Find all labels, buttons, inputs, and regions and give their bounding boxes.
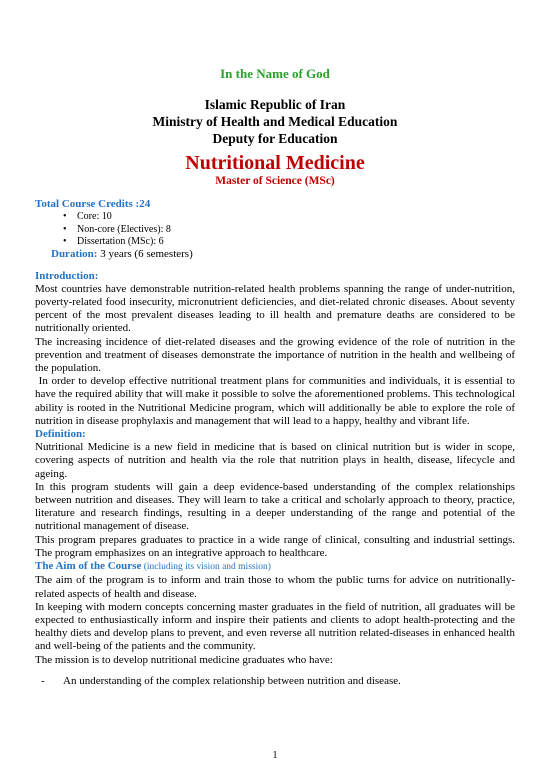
aim-paragraph-3: The mission is to develop nutritional medicine graduates who have: <box>35 653 333 666</box>
aim-paragraph-2: In keeping with modern concepts concerning master graduates in the field of nutrition, all graduates will be expected to enthusiastically inform and inspire their patients and clients to adopt health-protecting and the healthy diets and develop plans to prevent, and even reverse all nutrition related-diseases in enhanced health and well-being of the patients and the community. <box>35 600 515 653</box>
definition-paragraph-3: This program prepares graduates to practice in a wide range of clinical, consulting and industrial settings. The program emphasizes on an integrative approach to healthcare. <box>35 533 515 559</box>
document-body <box>35 198 518 688</box>
introduction-paragraph-3: In order to develop effective nutritional treatment plans for communities and individuals, it is essential to have the required ability that will make it possible to solve the aforementioned problems. This technological ability is rooted in the Nutritional Medicine program, which will additionally be able to explore the role of nutrition in disease prophylaxis and management that will lead to a happy, healthy and vibrant life. <box>35 375 518 427</box>
introduction-paragraph-1: Most countries have demonstrable nutrition-related health problems spanning the range of under-nutrition, poverty-related food insecurity, micronutrient deficiencies, and diet-related chronic diseases. About seventy percent of the most prevalent diseases leading to ill health and premature deaths are considered to be nutritionally oriented. <box>35 282 515 335</box>
document-subtitle: Master of Science (MSc) <box>215 175 335 187</box>
definition-paragraph-2: In this program students will gain a deep evidence-based understanding of the complex relationships between nutrition and diseases. They will learn to take a critical and scholarly approach to theory, practice, literature and research findings, resulting in a deeper understanding of the range and potential of the nutritional management of disease. <box>35 480 515 533</box>
aim-paragraph-1: The aim of the program is to inform and train those to whom the public turns for advice on nutritionally-related aspects of health and disease. <box>35 574 515 600</box>
duration-line <box>51 248 515 261</box>
duration-value: 3 years (6 semesters) <box>97 248 193 261</box>
mission-item-text: An understanding of the complex relationship between nutrition and disease. <box>63 674 401 687</box>
credit-item-dissertation: • Dissertation (MSc): 6 <box>77 236 515 248</box>
credit-item-core: • Core: 10 <box>77 211 515 223</box>
credits-list <box>35 211 515 248</box>
basmala: In the Name of God <box>220 66 330 81</box>
header-line-3: Deputy for Education <box>212 131 338 146</box>
dash-bullet: - <box>41 674 45 687</box>
definition-heading: Definition: <box>35 428 86 441</box>
credit-item-noncore: • Non-core (Electives): 8 <box>77 224 515 236</box>
mission-list-item <box>35 675 515 688</box>
aim-heading-line <box>35 560 515 574</box>
aim-heading-note: (including its vision and mission) <box>141 562 271 573</box>
header-block <box>0 96 550 147</box>
credits-heading: Total Course Credits :24 <box>35 198 151 210</box>
introduction-heading: Introduction: <box>35 269 99 282</box>
introduction-paragraph-2: The increasing incidence of diet-related diseases and the growing evidence of the role of nutrition in the prevention and treatment of diseases demonstrate the importance of nutrition in the health and wellbeing of the population. <box>35 335 515 375</box>
duration-label: Duration: <box>51 248 98 261</box>
page-number: 1 <box>272 750 278 761</box>
aim-heading: The Aim of the Course <box>35 560 142 573</box>
definition-paragraph-1: Nutritional Medicine is a new field in medicine that is based on clinical nutrition but is wider in scope, covering aspects of nutrition and health via the role that nutrition plays in health, disease, lifecycle and ageing. <box>35 441 515 480</box>
document-title: Nutritional Medicine <box>185 152 365 174</box>
header-line-1: Islamic Republic of Iran <box>204 97 346 112</box>
header-line-2: Ministry of Health and Medical Education <box>152 114 398 129</box>
